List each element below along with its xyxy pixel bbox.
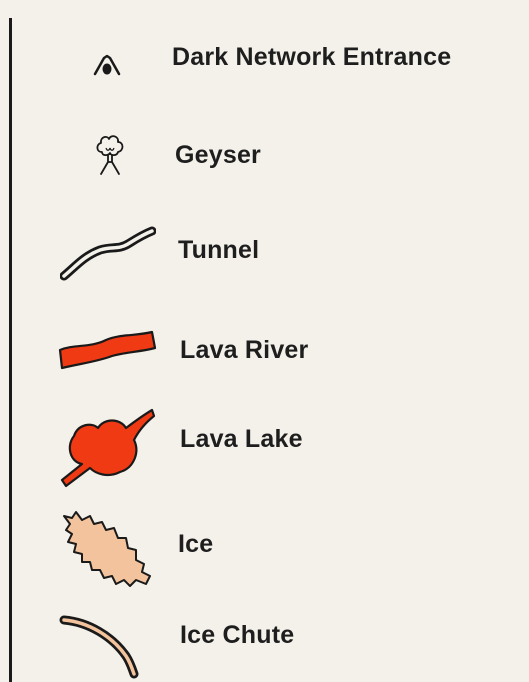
tunnel-icon <box>60 226 156 284</box>
ice-chute-icon <box>58 612 144 682</box>
geyser-icon <box>92 134 128 178</box>
legend-item-dark-network-entrance <box>0 28 529 108</box>
legend-item-lava-lake <box>0 398 529 478</box>
ice-icon <box>60 508 156 588</box>
legend-label: Geyser <box>175 141 261 169</box>
legend-label: Lava River <box>180 336 309 364</box>
legend-item-ice-chute <box>0 598 529 678</box>
legend-label: Tunnel <box>178 236 260 264</box>
dark-network-entrance-icon <box>92 54 122 78</box>
legend-item-geyser <box>0 120 529 200</box>
legend-item-ice <box>0 500 529 580</box>
legend-label: Dark Network Entrance <box>172 43 452 71</box>
lava-lake-icon <box>54 402 158 488</box>
legend-label: Lava Lake <box>180 425 303 453</box>
lava-river-icon <box>56 322 160 372</box>
legend-label: Ice <box>178 530 214 558</box>
legend-item-lava-river <box>0 306 529 386</box>
legend-label: Ice Chute <box>180 621 295 649</box>
legend-item-tunnel <box>0 212 529 292</box>
